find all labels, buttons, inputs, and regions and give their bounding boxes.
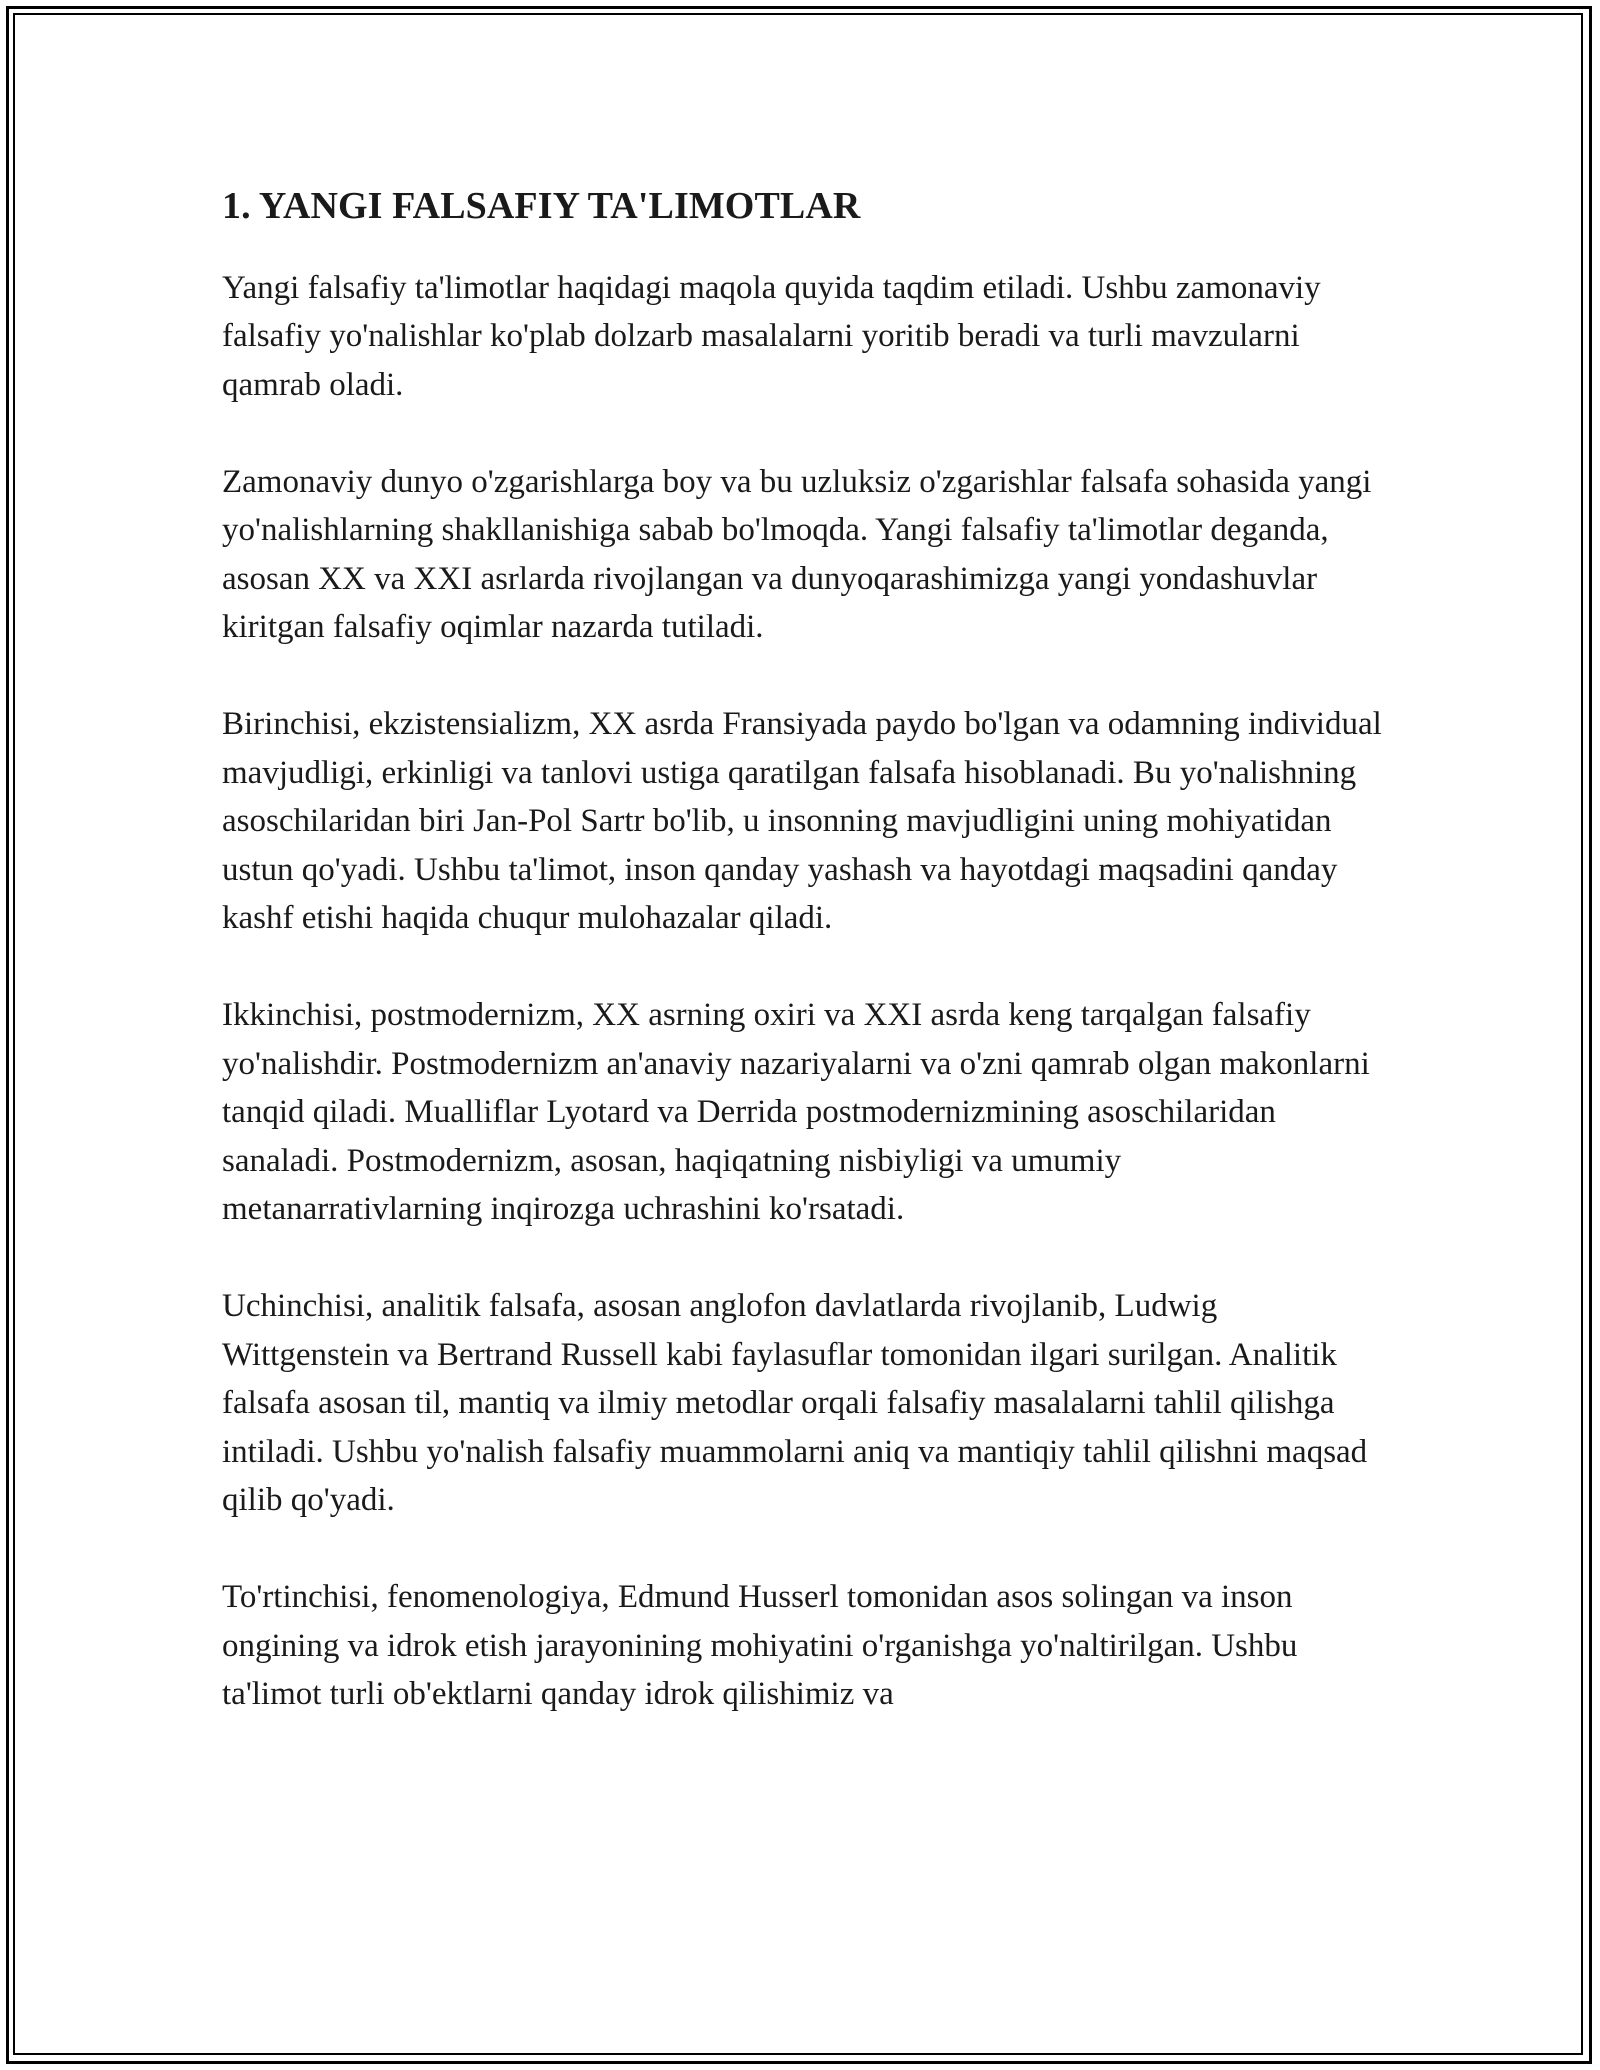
section-heading: 1. YANGI FALSAFIY TA'LIMOTLAR xyxy=(222,185,861,227)
paragraph-intro: Yangi falsafiy ta'limotlar haqidagi maqola quyida taqdim etiladi. Ushbu zamonaviy falsafiy yo'nalishlar ko'plab dolzarb masalalarni yoritib beradi va turli mavzularni qamrab oladi. xyxy=(222,269,1321,403)
paragraph-analytic-philosophy: Uchinchisi, analitik falsafa, asosan anglofon davlatlarda rivojlanib, Ludwig Wittgenstein va Bertrand Russell kabi faylasuflar tomonidan ilgari surilgan. Analitik falsafa asosan til, mantiq va ilmiy metodlar orqali falsafiy masalalarni tahlil qilishga intiladi. Ushbu yo'nalish falsafiy muammolarni aniq va mantiqiy tahlil qilishni maqsad qilib qo'yadi. xyxy=(222,1288,1368,1519)
paragraph-modern-world: Zamonaviy dunyo o'zgarishlarga boy va bu uzluksiz o'zgarishlar falsafa sohasida yangi yo'nalishlarning shakllanishiga sabab bo'lmoqda. Yangi falsafiy ta'limotlar deganda, asosan XX va XXI asrlarda rivojlangan va dunyoqarashimizga yangi yondashuvlar kiritgan falsafiy oqimlar nazarda tutiladi. xyxy=(222,463,1372,646)
paragraph-existentialism: Birinchisi, ekzistensializm, XX asrda Fransiyada paydo bo'lgan va odamning individual mavjudligi, erkinligi va tanlovi ustiga qaratilgan falsafa hisoblanadi. Bu yo'nalishning asoschilaridan biri Jan-Pol Sartr bo'lib, u insonning mavjudligini uning mohiyatidan ustun qo'yadi. Ushbu ta'limot, inson qanday yashash va hayotdagi maqsadini qanday kashf etishi haqida chuqur mulohazalar qiladi. xyxy=(222,706,1382,937)
paragraph-postmodernism: Ikkinchisi, postmodernizm, XX asrning oxiri va XXI asrda keng tarqalgan falsafiy yo'nalishdir. Postmodernizm an'anaviy nazariyalarni va o'zni qamrab olgan makonlarni tanqid qiladi. Mualliflar Lyotard va Derrida postmodernizmining asoschilaridan sanaladi. Postmodernizm, asosan, haqiqatning nisbiyligi va umumiy metanarrativlarning inqirozga uchrashini ko'rsatadi. xyxy=(222,997,1370,1228)
document-body xyxy=(222,184,1382,1767)
paragraph-phenomenology: To'rtinchisi, fenomenologiya, Edmund Husserl tomonidan asos solingan va inson ongining va idrok etish jarayonining mohiyatini o'rganishga yo'naltirilgan. Ushbu ta'limot turli ob'ektlarni qanday idrok qilishimiz va xyxy=(222,1579,1298,1713)
